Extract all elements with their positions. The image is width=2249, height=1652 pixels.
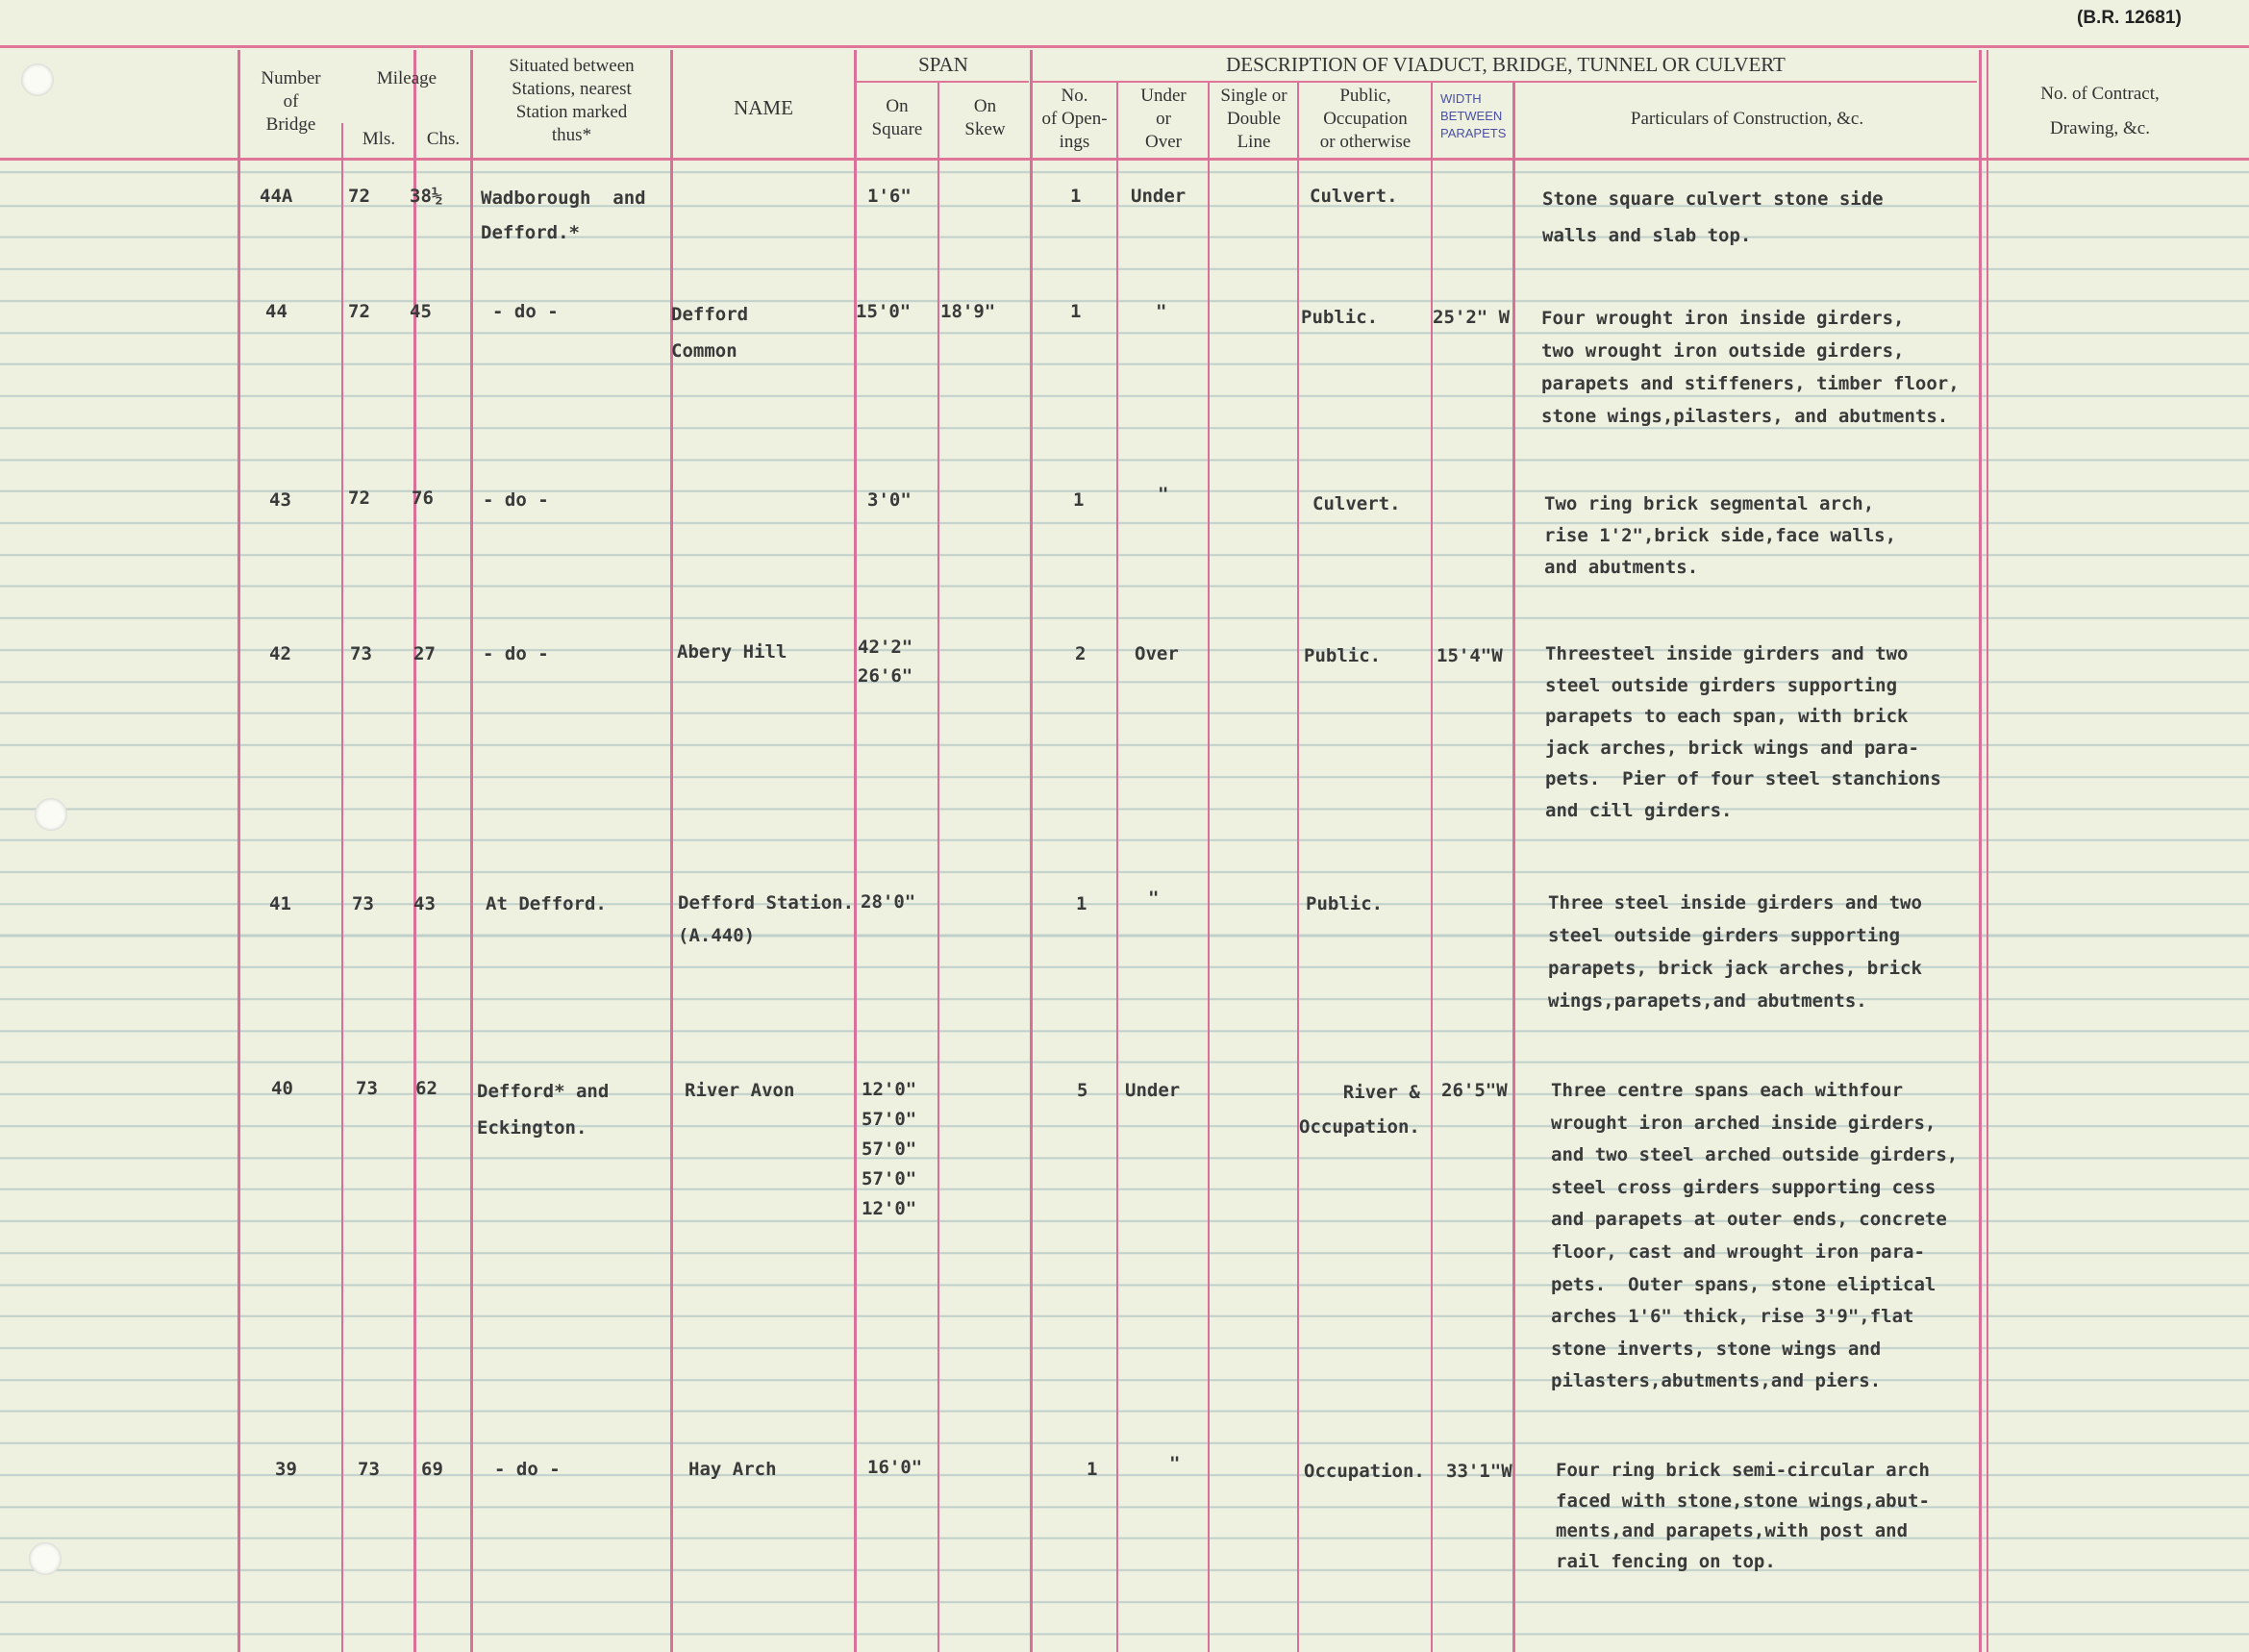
row-39-openings: 1 <box>1087 1459 1098 1480</box>
row-39-mls: 73 <box>358 1459 380 1480</box>
row-42-chs: 27 <box>413 643 436 664</box>
header-on-square: On Square <box>871 96 923 139</box>
column-rule <box>413 50 416 1652</box>
row-40-mls: 73 <box>356 1078 378 1099</box>
row-43-chs: 76 <box>412 488 434 509</box>
header-contract-drawing: No. of Contract, Drawing, &c. <box>2040 84 2160 138</box>
column-rule <box>341 123 343 1652</box>
column-rule <box>1297 83 1299 1652</box>
row-44a-chs: 38½ <box>410 186 443 207</box>
row-43-particulars: Two ring brick segmental arch, rise 1'2",brick side,face walls, and abutments. <box>1544 493 1897 578</box>
row-39-number: 39 <box>275 1459 297 1480</box>
row-41-name: Defford Station. (A.440) <box>678 892 855 946</box>
row-41-public: Public. <box>1306 893 1384 914</box>
row-44-openings: 1 <box>1070 301 1082 322</box>
row-40-openings: 5 <box>1077 1080 1088 1101</box>
row-44-chs: 45 <box>410 301 432 322</box>
row-40-width: 26'5"W <box>1441 1080 1508 1101</box>
header-situated-between: Situated between Stations, nearest Station marked thus* <box>509 56 635 145</box>
row-41-on-square: 28'0" <box>861 891 916 913</box>
column-rule <box>1030 50 1033 1652</box>
row-44a-public: Culvert. <box>1310 186 1398 207</box>
header-mls: Mls. <box>362 129 396 149</box>
row-40-public: River & Occupation. <box>1299 1082 1420 1138</box>
row-44a-on-square: 1'6" <box>867 186 912 207</box>
row-42-openings: 2 <box>1075 643 1087 664</box>
column-rule <box>237 50 240 1652</box>
row-43-under-over: " <box>1158 484 1169 505</box>
row-41-situated: At Defford. <box>486 893 607 914</box>
header-bottom-rule <box>0 158 2249 161</box>
row-44-on-square: 15'0" <box>856 301 912 322</box>
row-42-situated: - do - <box>483 643 549 664</box>
header-description: DESCRIPTION OF VIADUCT, BRIDGE, TUNNEL OR CULVERT <box>1226 53 1786 76</box>
row-39-chs: 69 <box>421 1459 443 1480</box>
row-41-openings: 1 <box>1076 893 1087 914</box>
top-rule <box>0 45 2249 48</box>
row-41-particulars: Three steel inside girders and two steel outside girders supporting parapets, brick jack arches, brick wings,parapets,and abutments. <box>1548 892 1922 1012</box>
row-42-mls: 73 <box>350 643 372 664</box>
row-44a-openings: 1 <box>1070 186 1082 207</box>
row-42-number: 42 <box>269 643 291 664</box>
row-44-width: 25'2" W <box>1433 307 1511 328</box>
row-44-mls: 72 <box>348 301 370 322</box>
row-39-particulars: Four ring brick semi-circular arch faced with stone,stone wings,abut- ments,and parapets,with post and rail fencing on top. <box>1556 1460 1930 1572</box>
row-40-on-square: 12'0" 57'0" 57'0" 57'0" 12'0" <box>862 1079 917 1219</box>
row-40-chs: 62 <box>415 1078 437 1099</box>
row-43-openings: 1 <box>1073 489 1085 511</box>
header-under-or-over: Under or Over <box>1140 86 1187 152</box>
row-44a-situated: Wadborough and Defford.* <box>481 188 646 243</box>
row-44-on-skew: 18'9" <box>940 301 996 322</box>
column-rule <box>1979 50 1982 1652</box>
column-rule <box>1208 83 1210 1652</box>
header-width-between-parapets: WIDTH BETWEEN PARAPETS <box>1440 91 1507 140</box>
description-underline <box>1033 81 1977 83</box>
row-42-particulars: Threesteel inside girders and two steel outside girders supporting parapets to each span, with brick jack arches, brick wings and para- pets. Pier of four steel stanchions and cill girders. <box>1545 643 1941 821</box>
row-44-public: Public. <box>1301 307 1379 328</box>
row-43-number: 43 <box>269 489 291 511</box>
row-44a-mls: 72 <box>348 186 370 207</box>
header-span: SPAN <box>918 53 968 76</box>
row-41-number: 41 <box>269 893 291 914</box>
column-rule <box>854 50 857 1652</box>
row-39-public: Occupation. <box>1304 1461 1425 1482</box>
row-39-name: Hay Arch <box>688 1459 777 1480</box>
row-40-number: 40 <box>271 1078 293 1099</box>
header-single-or-double: Single or Double Line <box>1220 86 1287 152</box>
row-40-situated: Defford* and Eckington. <box>477 1081 610 1139</box>
row-39-width: 33'1"W <box>1446 1461 1512 1482</box>
column-rule <box>1987 50 1988 1652</box>
row-39-on-square: 16'0" <box>867 1457 923 1478</box>
row-44-under-over: " <box>1156 301 1167 322</box>
row-40-name: River Avon <box>685 1080 795 1101</box>
row-42-width: 15'4"W <box>1437 645 1503 666</box>
column-rule <box>1116 83 1118 1652</box>
header-mileage: Mileage <box>376 68 437 88</box>
row-42-name: Abery Hill <box>677 641 787 663</box>
header-chs: Chs. <box>426 129 461 149</box>
span-underline <box>854 81 1029 83</box>
header-no-of-openings: No. of Open- ings <box>1041 86 1108 152</box>
row-40-particulars: Three centre spans each withfour wrought iron arched inside girders, and two steel arched outside girders, steel cross girders supporting cess and parapets at outer ends, concrete floor, cast and wrought iron para- pets. Outer spans, stone eliptical arches 1'6" thick, rise 3'9",flat stone inverts, stone wings and pilasters,abutments,and piers. <box>1551 1080 1959 1392</box>
row-39-under-over: " <box>1169 1453 1181 1474</box>
header-public-occupation: Public, Occupation or otherwise <box>1319 86 1412 152</box>
header-on-skew: On Skew <box>964 96 1006 139</box>
column-rule <box>670 50 673 1652</box>
row-41-mls: 73 <box>352 893 374 914</box>
punch-hole-middle <box>35 798 67 831</box>
row-44-name: Defford Common <box>671 304 749 362</box>
row-39-situated: - do - <box>494 1459 561 1480</box>
column-rule <box>937 83 939 1652</box>
row-44-number: 44 <box>265 301 287 322</box>
row-42-on-square: 42'2" 26'6" <box>858 637 913 687</box>
row-44-situated: - do - <box>492 301 559 322</box>
row-43-public: Culvert. <box>1312 493 1401 514</box>
row-42-public: Public. <box>1304 645 1382 666</box>
row-44a-particulars: Stone square culvert stone side walls and slab top. <box>1542 188 1884 246</box>
row-40-under-over: Under <box>1125 1080 1181 1101</box>
row-41-under-over: " <box>1148 888 1160 909</box>
row-44-particulars: Four wrought iron inside girders, two wrought iron outside girders, parapets and stiffeners, timber floor, stone wings,pilasters, and abutments. <box>1541 308 1960 427</box>
header-number-of-bridge: Number of Bridge <box>261 68 321 135</box>
column-rule <box>1512 83 1515 1652</box>
row-42-under-over: Over <box>1135 643 1179 664</box>
punch-hole-top <box>21 63 54 96</box>
row-43-on-square: 3'0" <box>867 489 912 511</box>
row-43-situated: - do - <box>483 489 549 511</box>
row-41-chs: 43 <box>413 893 436 914</box>
row-43-mls: 72 <box>348 488 370 509</box>
row-44a-under-over: Under <box>1131 186 1187 207</box>
row-44a-number: 44A <box>260 186 293 207</box>
column-rule <box>470 50 473 1652</box>
punch-hole-bottom <box>29 1542 62 1575</box>
header-particulars: Particulars of Construction, &c. <box>1630 109 1864 129</box>
header-name: NAME <box>734 96 793 119</box>
document-reference: (B.R. 12681) <box>2077 8 2182 28</box>
